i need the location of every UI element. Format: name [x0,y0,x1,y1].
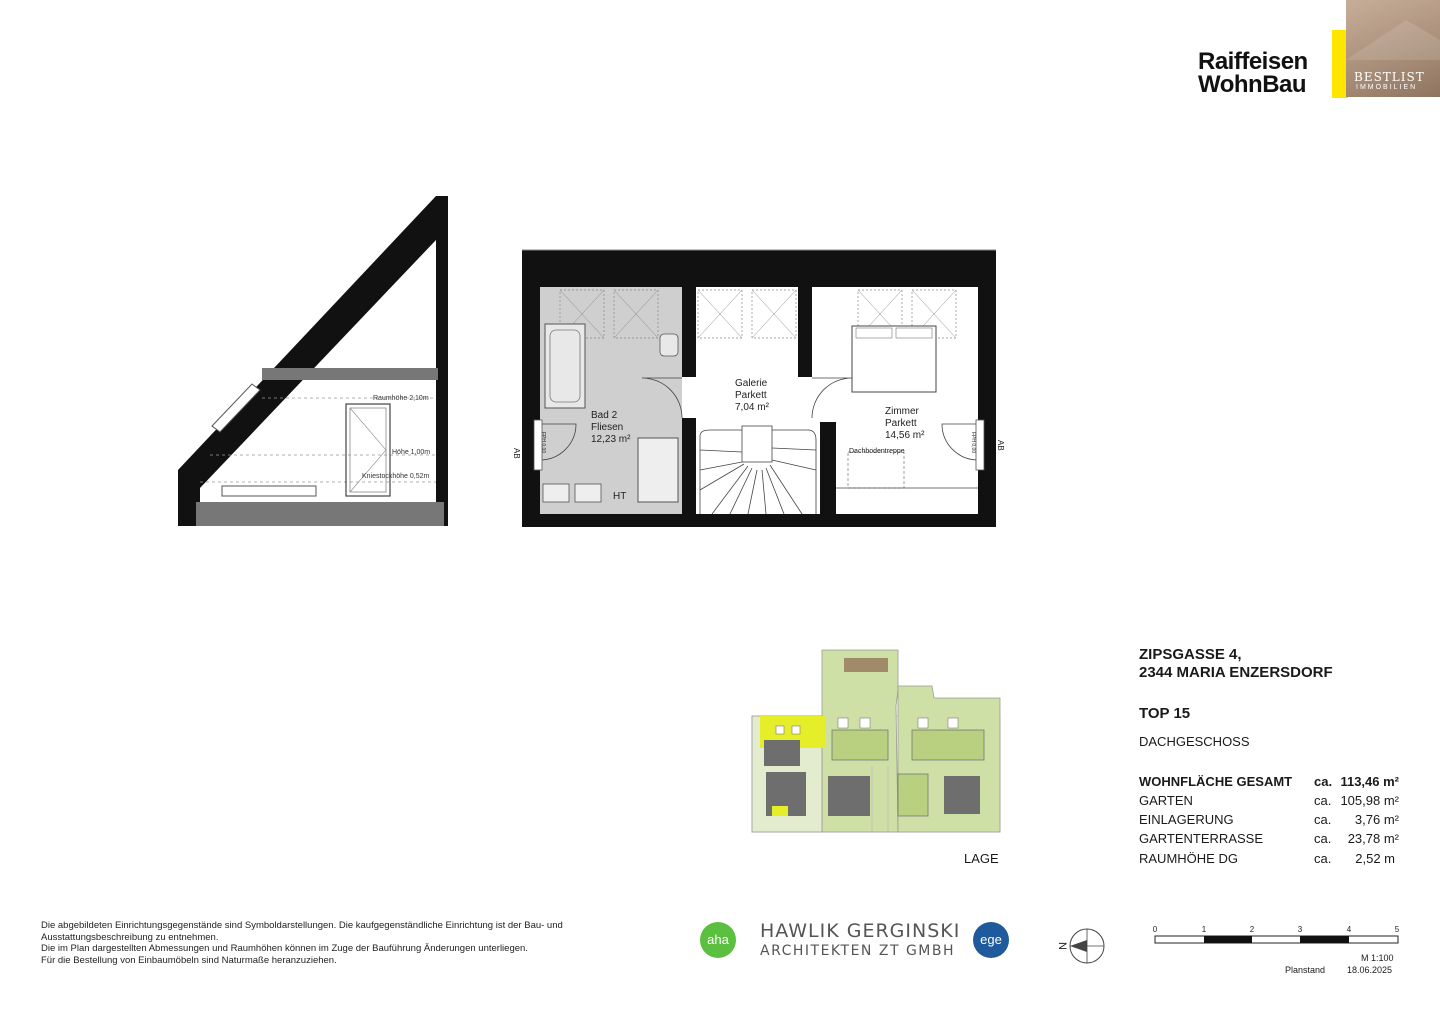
room-zimmer-floor: Parkett [885,418,917,429]
bathtub [545,324,585,408]
site-plan [748,646,1004,836]
toilet [660,334,678,356]
north-arrow-icon [1055,926,1109,966]
scale-ratio: M 1:100 [1361,953,1394,963]
room-bad-name: Bad 2 [591,410,618,421]
area-row: EINLAGERUNG ca. 3,76 m² [1139,812,1399,827]
dachbodentreppe-label: Dachbodentreppe [849,448,905,455]
plan-date: 18.06.2025 [1347,965,1393,975]
area-row: WOHNFLÄCHE GESAMT ca. 113,46 m² [1139,774,1399,789]
bed [852,326,936,392]
fph-right-label: FPH 0,00 [970,432,976,454]
property-address: ZIPSGASSE 4, 2344 MARIA ENZERSDORF [1139,646,1333,681]
room-bad-area: 12,23 m² [591,434,631,445]
room-zimmer-name: Zimmer [885,406,919,417]
room-galerie-name: Galerie [735,378,768,389]
section-view [178,196,448,526]
kniestock-label: Kniestockhöhe 0,52m [362,473,430,480]
area-row: GARTEN ca. 105,98 m² [1139,793,1399,808]
architect-name: HAWLIK GERGINSKI ARCHITEKTEN ZT GMBH [760,920,961,959]
scale-tick: 4 [1346,925,1352,934]
sink [575,484,601,502]
scale-tick: 0 [1152,925,1158,934]
raiffeisen-wohnbau-logo: Raiffeisen WohnBau [1198,48,1308,98]
bestlist-logo: BESTLIST IMMOBILIEN [1346,0,1440,97]
ab-right-label: AB [996,440,1005,451]
planstand-label: Planstand [1285,965,1326,975]
room-zimmer-area: 14,56 m² [885,430,925,441]
scale-tick: 2 [1249,925,1255,934]
room-bad-floor: Fliesen [591,422,624,433]
fph-left-label: FPH 0,00 [540,432,546,454]
north-label: N [1056,942,1068,950]
unit-floor: DACHGESCHOSS [1139,734,1250,749]
scale-tick: 3 [1297,925,1303,934]
ht-label: HT [613,491,627,502]
sink [543,484,569,502]
scale-bar [1150,922,1410,952]
raumhoehe-label: Raumhöhe 2,10m [373,395,429,402]
ege-logo: ege [973,922,1009,958]
plan-view [512,250,1005,527]
aha-logo: aha [700,922,736,958]
shower [638,438,678,502]
area-row: RAUMHÖHE DG ca. 2,52 m [1139,851,1395,866]
area-row: GARTENTERRASSE ca. 23,78 m² [1139,831,1399,846]
scale-tick: 1 [1201,925,1207,934]
disclaimer: Die abgebildeten Einrichtungsgegenstände sind Symboldarstellungen. Die kaufgegenständliche Einrichtung ist der Bau- und Ausstattungsbeschreibung zu entnehmen. Die im Plan dargestellten Abmessungen und Raumhöhen können im Zuge der Bauführung Änderungen unterliegen. Für die Bestellung von Einbaumöbeln sind Naturmaße heranzuziehen. [41,920,563,966]
room-galerie-floor: Parkett [735,390,767,401]
scale-tick: 5 [1394,925,1400,934]
unit-number: TOP 15 [1139,705,1191,722]
room-galerie-area: 7,04 m² [735,402,769,413]
hoehe-label: Höhe 1,00m [392,449,431,456]
lage-label: LAGE [964,851,999,866]
ab-left-label: AB [512,448,521,459]
